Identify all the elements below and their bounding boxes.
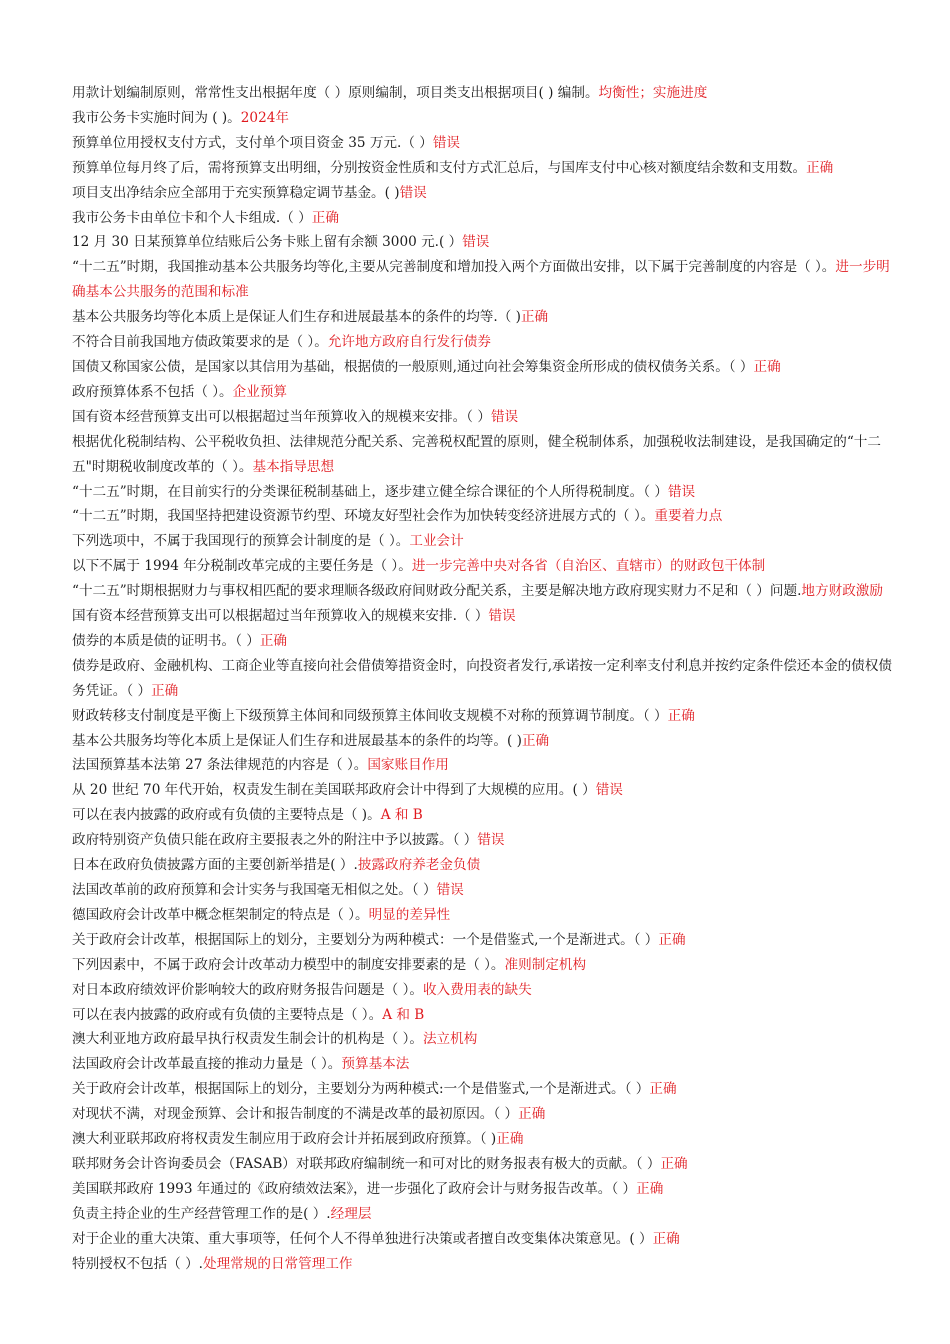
question-text: 债券是政府、金融机构、工商企业等直接向社会借债筹措资金时，向投资者发行,承诺按一定利率支付利息并按约定条件偿还本金的债权债务凭证。（ ） (72, 657, 892, 699)
answer-text: 错误 (488, 608, 516, 625)
answer-text: 正确 (636, 1180, 664, 1197)
question-item (72, 1152, 896, 1177)
question-item (72, 305, 896, 330)
question-text: 基本公共服务均等化本质上是保证人们生存和进展最基本的条件的均等.（ ) (72, 309, 521, 326)
answer-text: 国家账目作用 (367, 757, 449, 774)
question-item (72, 579, 896, 604)
answer-text: 正确 (658, 931, 686, 948)
answer-text: 准则制定机构 (504, 956, 587, 973)
question-item (72, 1052, 896, 1077)
document-body (72, 81, 896, 1277)
answer-text: 正确 (652, 1230, 680, 1247)
question-text: 我市公务卡由单位卡和个人卡组成.（ ） (72, 209, 312, 226)
question-item (72, 903, 896, 928)
question-item (72, 953, 896, 978)
question-text: 财政转移支付制度是平衡上下级预算主体间和同级预算主体间收支规模不对称的预算调节制度。（ ） (72, 707, 668, 724)
answer-text: 正确 (520, 309, 549, 326)
answer-text: 收入费用表的缺失 (422, 981, 532, 998)
question-item (72, 504, 896, 529)
question-text: “十二五”时期，我国坚持把建设资源节约型、环境友好型社会作为加快转变经济进展方式的（ ）。 (72, 508, 655, 525)
question-item (72, 853, 896, 878)
question-item (72, 704, 896, 729)
question-text: 12 月 30 日某预算单位结账后公务卡账上留有余额 3000 元.( ） (72, 234, 463, 251)
question-item (72, 480, 896, 505)
question-text: 法国政府会计改革最直接的推动力量是（ ）。 (72, 1056, 342, 1073)
question-text: 特别授权不包括（ ）. (72, 1255, 203, 1272)
question-item (72, 878, 896, 903)
question-item (72, 1077, 896, 1102)
answer-text: 正确 (518, 1106, 546, 1123)
question-text: 基本公共服务均等化本质上是保证人们生存和进展最基本的条件的均等。( ) (72, 732, 522, 749)
question-item (72, 629, 896, 654)
question-text: 预算单位用授权支付方式，支付单个项目资金 35 万元.（ ） (72, 134, 433, 151)
question-text: 对于企业的重大决策、重大事项等，任何个人不得单独进行决策或者擅自改变集体决策意见。( ） (72, 1230, 653, 1247)
question-item (72, 1027, 896, 1052)
question-text: 我市公务卡实施时间为 ( )。 (72, 109, 241, 126)
answer-text: 正确 (753, 358, 781, 375)
question-text: 负责主持企业的生产经营管理工作的是( ）. (72, 1205, 331, 1222)
answer-text: 处理常规的日常管理工作 (203, 1255, 353, 1272)
answer-text: 错误 (490, 408, 519, 425)
answer-text: 错误 (477, 832, 505, 849)
question-item (72, 206, 896, 231)
answer-text: 均衡性；实施进度 (598, 85, 708, 101)
answer-text: 正确 (660, 1155, 688, 1172)
question-item (72, 554, 896, 579)
answer-text: 经理层 (330, 1205, 372, 1222)
question-text: 不符合目前我国地方债政策要求的是（ ）。 (72, 334, 328, 351)
question-item (72, 1127, 896, 1152)
answer-text: 2024年 (240, 109, 289, 126)
answer-text: 企业预算 (232, 383, 288, 400)
question-item (72, 978, 896, 1003)
question-text: 用款计划编制原则，常常性支出根据年度（ ）原则编制，项目类支出根据项目( ) 编制。 (72, 85, 599, 101)
answer-text: A 和 B (382, 1006, 425, 1023)
question-item (72, 81, 896, 106)
answer-text: 正确 (496, 1131, 524, 1148)
answer-text: 错误 (462, 234, 490, 251)
question-text: 德国政府会计改革中概念框架制定的特点是（ ）。 (72, 906, 369, 923)
question-item (72, 1252, 896, 1277)
answer-text: 错误 (399, 184, 427, 201)
question-item (72, 1227, 896, 1252)
answer-text: 错误 (667, 483, 696, 500)
question-text: 下列因素中，不属于政府会计改革动力模型中的制度安排要素的是（ ）。 (72, 956, 505, 973)
answer-text: 进一步明确基本公共服务的范围和标准 (72, 259, 890, 301)
question-item (72, 1102, 896, 1127)
answer-text: 法立机构 (422, 1031, 478, 1048)
answer-text: 错误 (432, 134, 461, 151)
answer-text: 正确 (806, 159, 834, 176)
question-text: 日本在政府负债披露方面的主要创新举措是( ）. (72, 857, 358, 874)
answer-text: 正确 (311, 209, 339, 226)
question-item (72, 654, 896, 704)
answer-text: 重要着力点 (654, 508, 723, 525)
question-item (72, 405, 896, 430)
question-item (72, 828, 896, 853)
question-text: 债券的本质是债的证明书。（ ） (72, 632, 260, 649)
question-item (72, 1003, 896, 1028)
question-text: “十二五”时期，我国推动基本公共服务均等化,主要从完善制度和增加投入两个方面做出安排，以下属于完善制度的内容是（ ）。 (72, 259, 836, 276)
question-text: 关于政府会计改革，根据国际上的划分，主要划分为两种模式:一个是借鉴式,一个是渐进式。（ ） (72, 1081, 650, 1098)
question-item (72, 803, 896, 828)
question-text: 对现状不满，对现金预算、会计和报告制度的不满是改革的最初原因。（ ） (72, 1106, 519, 1123)
question-text: 可以在表内披露的政府或有负债的主要特点是（ ）。 (72, 1006, 383, 1023)
answer-text: 披露政府养老金负债 (357, 857, 481, 874)
question-text: 从 20 世纪 70 年代开始，权责发生制在美国联邦政府会计中得到了大规模的应用。( ） (72, 782, 596, 799)
question-item (72, 230, 896, 255)
question-text: “十二五”时期根据财力与事权相匹配的要求理顺各级政府间财政分配关系，主要是解决地方政府现实财力不足和（ ）问题. (72, 583, 802, 600)
question-item (72, 355, 896, 380)
question-text: 以下不属于 1994 年分税制改革完成的主要任务是（ ）。 (72, 558, 412, 575)
question-item (72, 181, 896, 206)
question-item (72, 529, 896, 554)
answer-text: 允许地方政府自行发行债券 (327, 334, 491, 351)
answer-text: 明显的差异性 (368, 906, 451, 923)
question-text: 法国预算基本法第 27 条法律规范的内容是（ ）。 (72, 757, 368, 774)
question-text: 政府特别资产负债只能在政府主要报表之外的附注中予以披露。（ ） (72, 832, 478, 849)
question-text: “十二五”时期，在目前实行的分类课征税制基础上，逐步建立健全综合课征的个人所得税制度。（ ） (72, 483, 668, 500)
question-text: 澳大利亚地方政府最早执行权责发生制会计的机构是（ ）。 (72, 1031, 423, 1048)
question-text: 法国改革前的政府预算和会计实务与我国毫无相似之处。（ ） (72, 882, 437, 898)
question-item (72, 753, 896, 778)
question-item (72, 255, 896, 305)
question-item (72, 604, 896, 629)
answer-text: 正确 (667, 707, 695, 724)
question-text: 美国联邦政府 1993 年通过的《政府绩效法案》，进一步强化了政府会计与财务报告改革。（ ） (72, 1180, 637, 1197)
question-item (72, 330, 896, 355)
question-text: 联邦财务会计咨询委员会（FASAB）对联邦政府编制统一和可对比的财务报表有极大的贡献。（ ） (72, 1155, 661, 1172)
answer-text: 正确 (649, 1081, 677, 1098)
question-item (72, 131, 896, 156)
question-item (72, 928, 896, 953)
question-text: 下列选项中，不属于我国现行的预算会计制度的是（ ）。 (72, 533, 410, 550)
question-text: 澳大利亚联邦政府将权责发生制应用于政府会计并拓展到政府预算。（ ) (72, 1131, 497, 1148)
answer-text: 进一步完善中央对各省（自治区、直辖市）的财政包干体制 (411, 558, 766, 575)
question-text: 项目支出净结余应全部用于充实预算稳定调节基金。( ) (72, 184, 400, 201)
question-text: 可以在表内披露的政府或有负债的主要特点是（ )。 (72, 807, 381, 824)
answer-text: 正确 (521, 732, 550, 749)
question-item (72, 1202, 896, 1227)
answer-text: 正确 (151, 682, 179, 699)
question-item (72, 380, 896, 405)
question-text: 关于政府会计改革，根据国际上的划分，主要划分为两种模式：一个是借鉴式,一个是渐进式。（ ） (72, 931, 659, 948)
answer-text: 地方财政激励 (801, 583, 883, 600)
answer-text: 预算基本法 (341, 1056, 410, 1073)
answer-text: 错误 (595, 782, 623, 799)
question-text: 根据优化税制结构、公平税收负担、法律规范分配关系、完善税权配置的原则，健全税制体系，加强税收法制建设，是我国确定的“十二五"时期税收制度改革的（ ）。 (72, 433, 881, 475)
question-text: 国有资本经营预算支出可以根据超过当年预算收入的规模来安排。（ ） (72, 408, 491, 425)
question-text: 政府预算体系不包括（ ）。 (72, 383, 233, 400)
question-item (72, 729, 896, 754)
answer-text: A 和 B (380, 807, 423, 824)
question-text: 国债又称国家公债，是国家以其信用为基础，根据债的一般原则,通过向社会筹集资金所形成的债权债务关系。（ ） (72, 358, 754, 375)
question-item (72, 1177, 896, 1202)
question-item (72, 430, 896, 480)
question-item (72, 156, 896, 181)
question-text: 预算单位每月终了后，需将预算支出明细，分别按资金性质和支付方式汇总后，与国库支付中心核对额度结余数和支用数。 (72, 159, 807, 176)
answer-text: 正确 (259, 632, 288, 649)
answer-text: 工业会计 (409, 533, 464, 550)
answer-text: 基本指导思想 (252, 458, 335, 475)
answer-text: 错误 (436, 882, 464, 898)
question-item (72, 778, 896, 803)
question-text: 对日本政府绩效评价影响较大的政府财务报告问题是（ ）。 (72, 981, 423, 998)
question-item (72, 106, 896, 131)
question-text: 国有资本经营预算支出可以根据超过当年预算收入的规模来安排.（ ） (72, 608, 489, 625)
